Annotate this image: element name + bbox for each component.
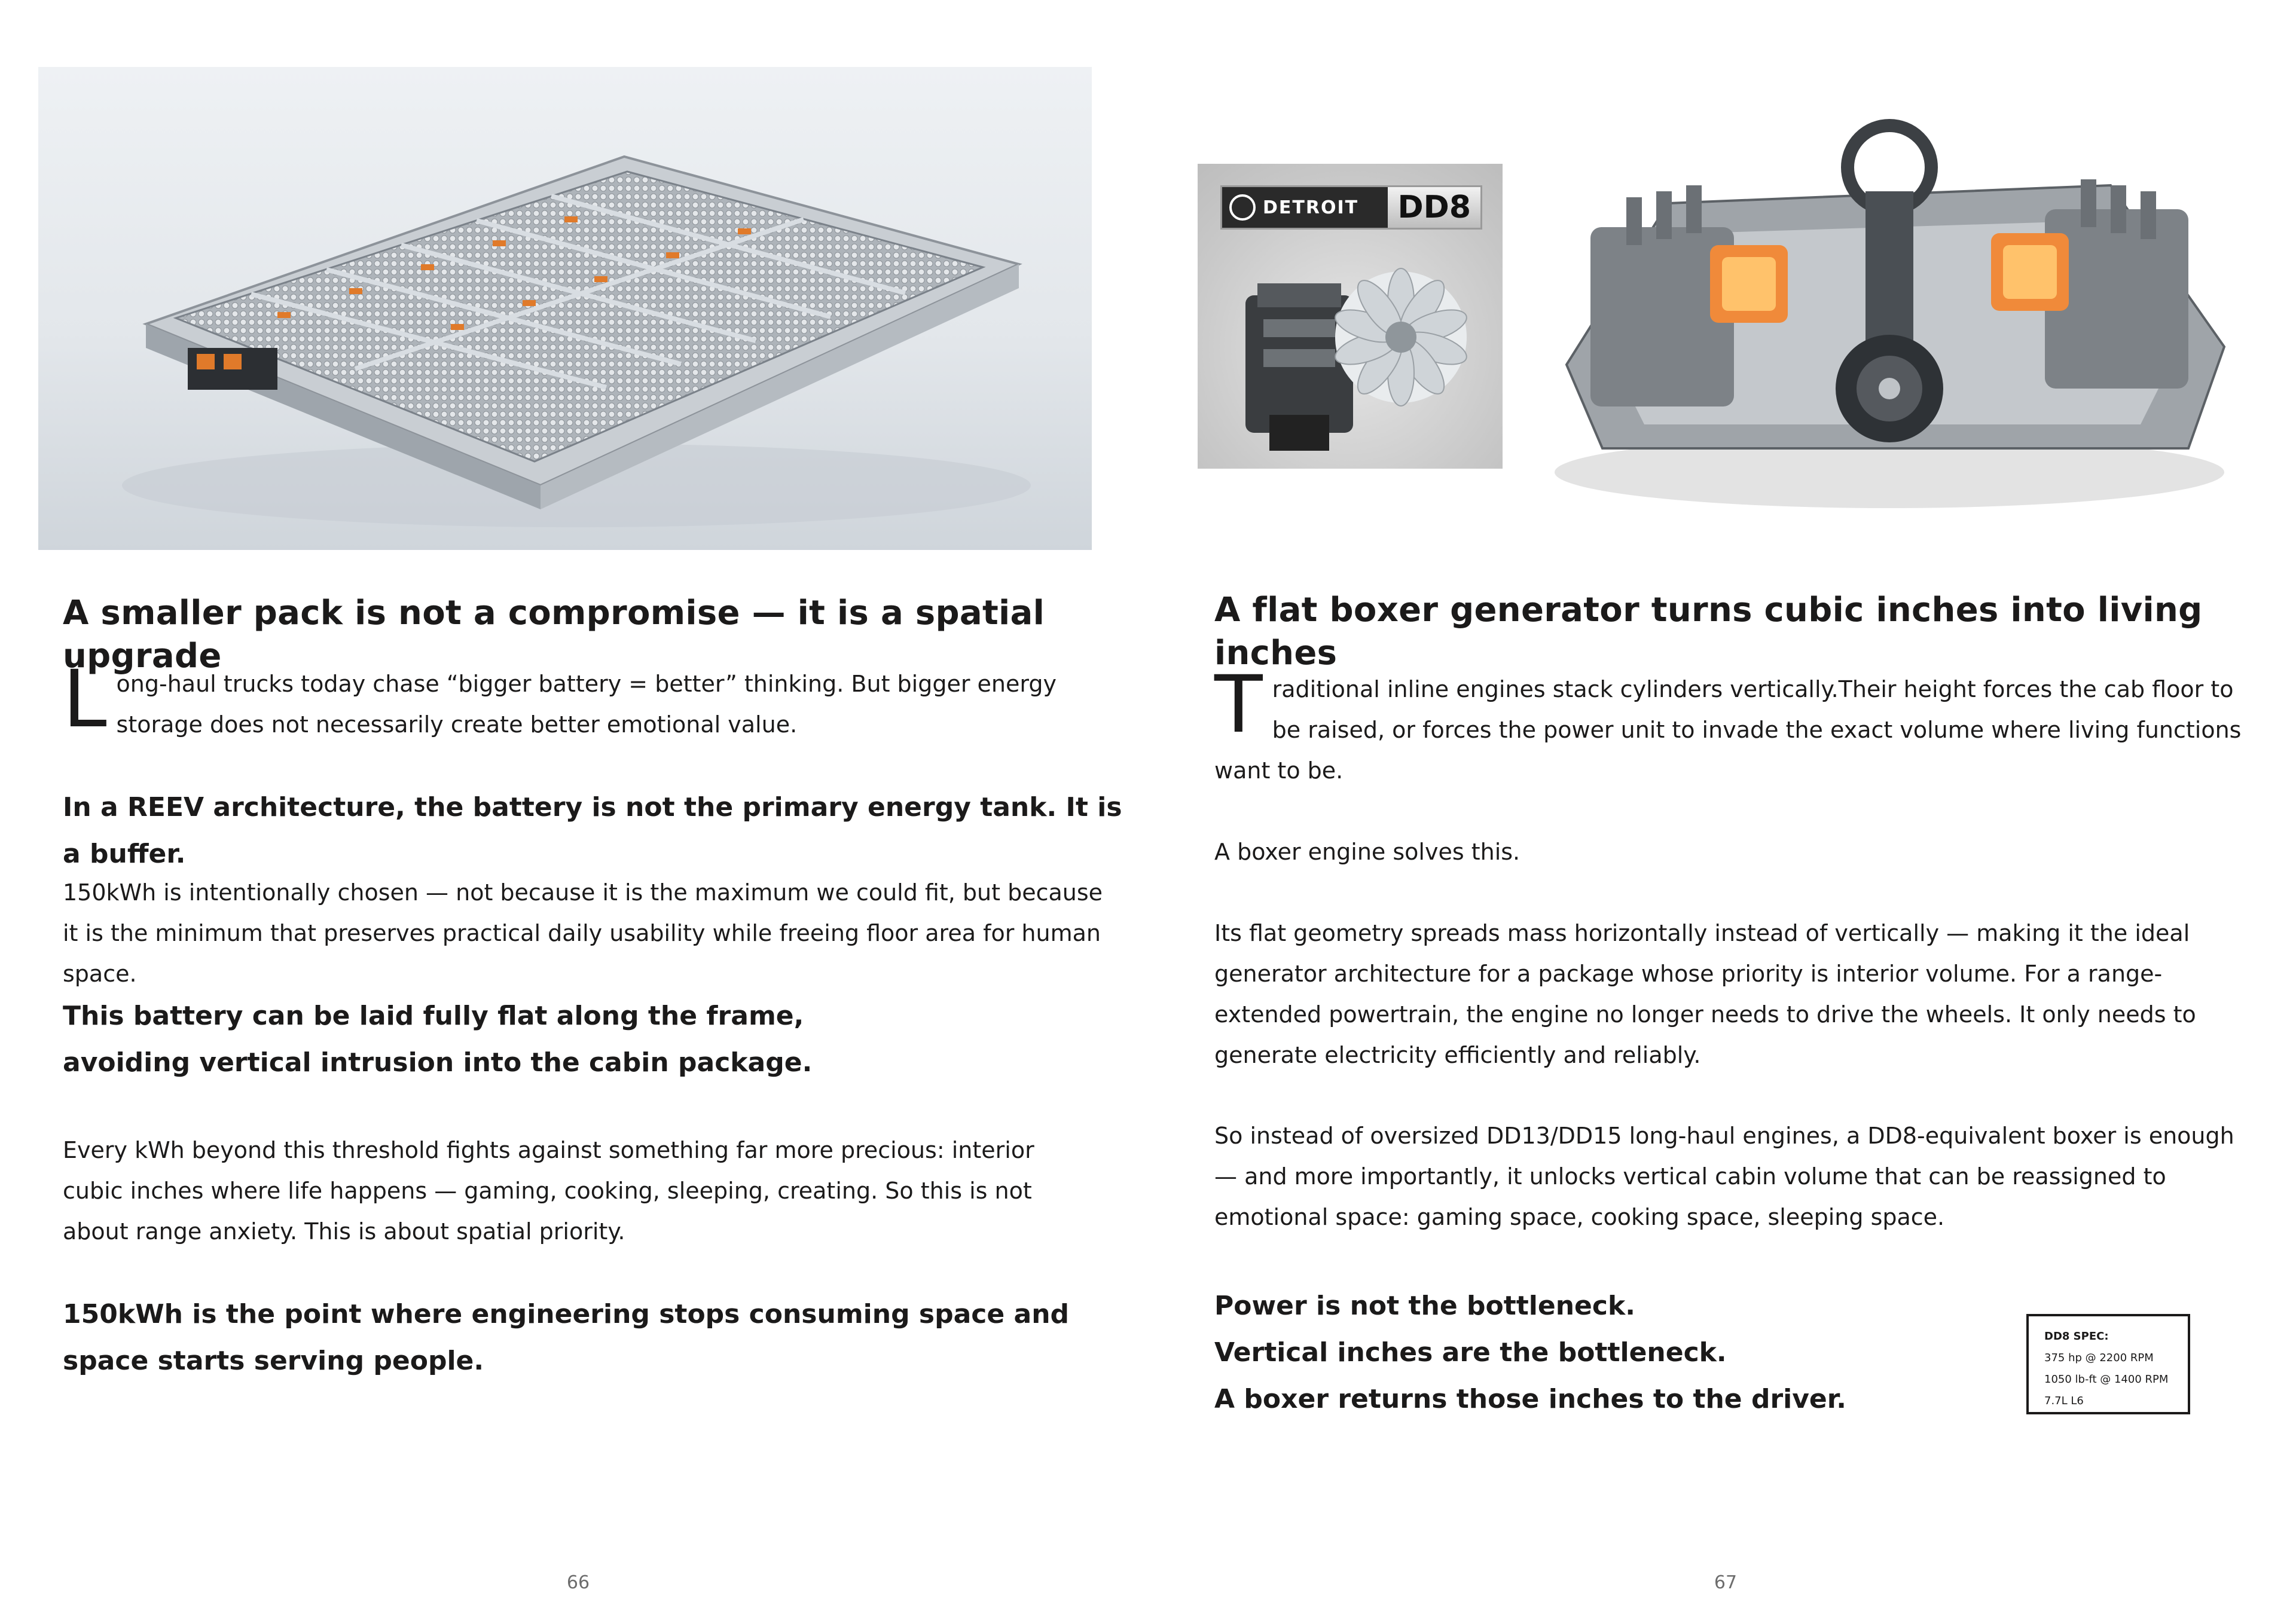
spec-line-torque: 1050 lb-ft @ 1400 RPM [2044, 1373, 2169, 1386]
detroit-logo-icon [1229, 194, 1256, 221]
boxer-engine-illustration [1531, 114, 2248, 520]
right-closing-line-3: A boxer returns those inches to the driver. [1214, 1384, 1846, 1414]
left-bold-statement-2 [63, 993, 1115, 1086]
spec-line-horsepower: 375 hp @ 2200 RPM [2044, 1352, 2154, 1364]
left-intro-paragraph [63, 653, 1079, 745]
battery-pack-illustration [38, 67, 1092, 550]
boxer-engine-cutaway-photo [1531, 114, 2248, 520]
left-page-number: 66 [566, 1572, 590, 1593]
left-dropcap: L [63, 653, 107, 745]
right-page-number: 67 [1714, 1572, 1738, 1593]
right-dropcap: T [1214, 659, 1263, 751]
right-intro-text: raditional inline engines stack cylinders vertically.Their height forces the cab floor to be raised, or forces the power unit to invade the exact volume where living functions want to be. [1214, 676, 2242, 784]
dd8-badge-brand: DETROIT [1263, 197, 1359, 218]
right-closing-statements [1214, 1283, 1992, 1423]
dd8-engine-illustration [1222, 236, 1479, 463]
spec-title: DD8 SPEC: [2044, 1330, 2109, 1343]
right-page-heading: A flat boxer generator turns cubic inches into living inches [1214, 591, 2203, 673]
right-closing-line-2: Vertical inches are the bottleneck. [1214, 1337, 1727, 1368]
battery-pack-photo [38, 67, 1092, 550]
left-paragraph-2: 150kWh is intentionally chosen — not because it is the maximum we could fit, but because it is the minimum that preserves practical daily usability while freeing floor area for human space. [63, 879, 1103, 987]
left-intro-text: ong-haul trucks today chase “bigger battery = better” thinking. But bigger energy storage does not necessarily create better emotional value. [116, 671, 1057, 738]
dd8-badge [1220, 185, 1482, 230]
left-page-heading: A smaller pack is not a compromise — it is a spatial upgrade [63, 594, 1045, 676]
right-closing-line-1: Power is not the bottleneck. [1214, 1291, 1635, 1321]
detroit-dd8-photo [1198, 164, 1503, 469]
right-intro-paragraph [1214, 659, 2243, 791]
spec-line-displacement: 7.7L L6 [2044, 1395, 2084, 1407]
right-paragraph-4: So instead of oversized DD13/DD15 long-haul engines, a DD8-equivalent boxer is enough — and more importantly, it unlocks vertical cabin volume that can be reassigned to emotional space: gaming space, cooking space, sleeping space. [1214, 1123, 2234, 1230]
left-bold-statement-1: In a REEV architecture, the battery is not the primary energy tank. It is a buffer. [63, 792, 1122, 869]
dd8-badge-model: DD8 [1388, 187, 1480, 228]
left-bold-statement-3: 150kWh is the point where engineering stops consuming space and space starts serving people. [63, 1299, 1070, 1376]
right-paragraph-2: A boxer engine solves this. [1214, 839, 1521, 865]
dd8-spec-box [2026, 1314, 2190, 1414]
left-bold-statement-2-line2: avoiding vertical intrusion into the cabin package. [63, 1047, 813, 1078]
right-paragraph-3: Its flat geometry spreads mass horizontally instead of vertically — making it the ideal generator architecture for a package whose priority is interior volume. For a range-extended powertrain, the engine no longer needs to drive the wheels. It only needs to generate electricity efficiently and reliably. [1214, 920, 2196, 1068]
left-bold-statement-2-line1: This battery can be laid fully flat along the frame, [63, 1001, 804, 1031]
left-paragraph-3: Every kWh beyond this threshold fights against something far more precious: interior cubic inches where life happens — gaming, cooking, sleeping, creating. So this is not about range anxiety. This is about spatial priority. [63, 1137, 1034, 1245]
